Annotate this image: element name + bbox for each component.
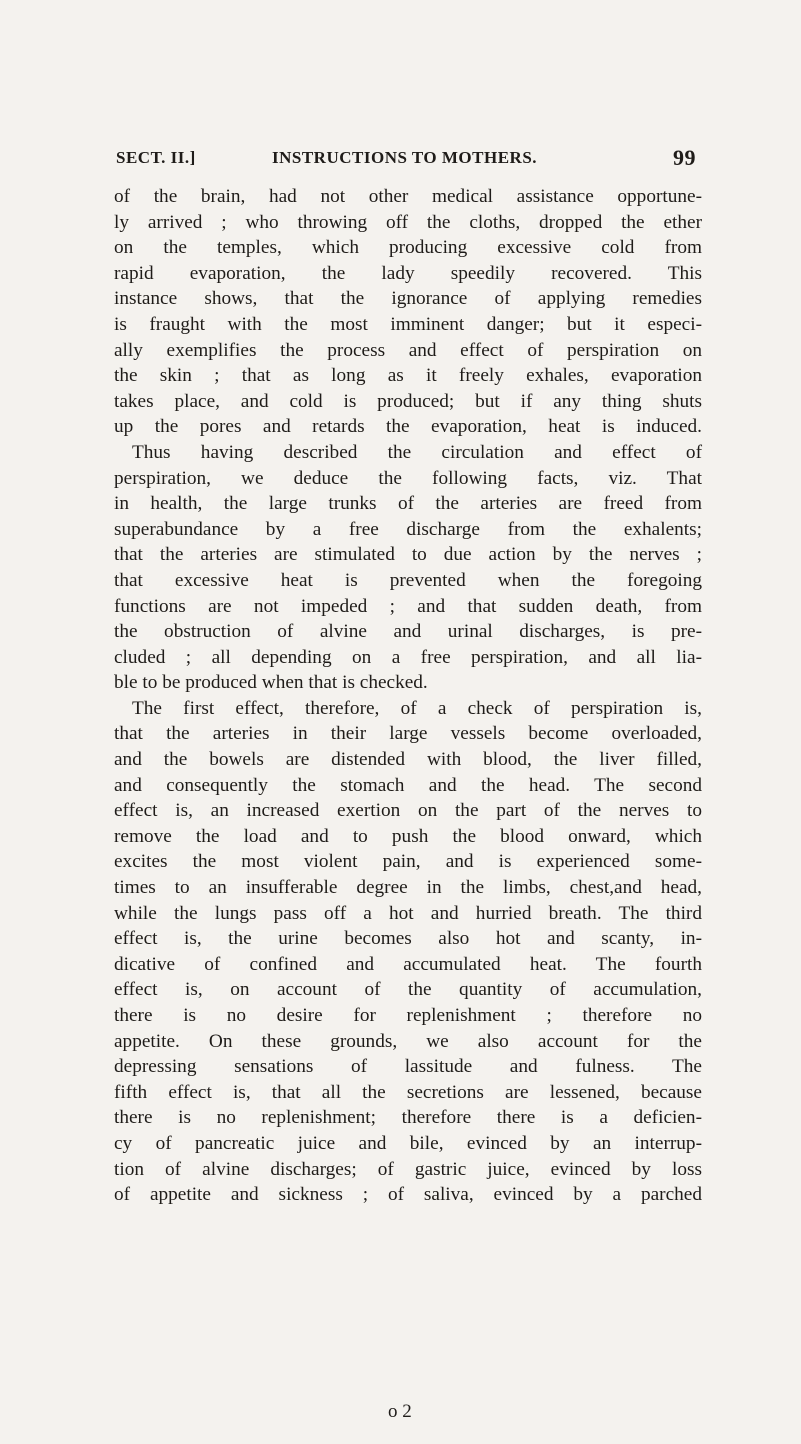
text-line: depressing sensations of lassitude and fulness. The	[114, 1056, 702, 1078]
text-line: cy of pancreatic juice and bile, evinced by an interrup-	[114, 1132, 702, 1154]
text-line: cluded ; all depending on a free perspiration, and all lia-	[114, 646, 702, 668]
page-number: 99	[673, 145, 696, 170]
text-line: The first effect, therefore, of a check of perspiration is,	[132, 697, 702, 719]
text-line: superabundance by a free discharge from the exhalents;	[114, 518, 702, 540]
text-line: up the pores and retards the evaporation, heat is induced.	[114, 416, 702, 438]
text-line: is fraught with the most imminent danger; but it especi-	[114, 313, 702, 335]
running-header	[116, 145, 696, 172]
text-line: dicative of confined and accumulated heat. The fourth	[114, 953, 702, 975]
text-line: effect is, on account of the quantity of accumulation,	[114, 979, 702, 1001]
section-label: SECT. II.]	[116, 148, 196, 167]
text-line: perspiration, we deduce the following facts, viz. That	[114, 467, 702, 489]
text-line: fifth effect is, that all the secretions are lessened, because	[114, 1081, 702, 1103]
text-line: and the bowels are distended with blood, the liver filled,	[114, 749, 702, 771]
text-line: takes place, and cold is produced; but if any thing shuts	[114, 390, 702, 412]
text-line: Thus having described the circulation and effect of	[132, 441, 702, 463]
text-line: there is no replenishment; therefore there is a deficien-	[114, 1107, 702, 1129]
text-line: while the lungs pass off a hot and hurried breath. The third	[114, 902, 702, 924]
text-line: ble to be produced when that is checked.	[114, 672, 428, 694]
text-line: instance shows, that the ignorance of applying remedies	[114, 288, 702, 310]
text-line: there is no desire for replenishment ; therefore no	[114, 1005, 702, 1026]
text-line: the obstruction of alvine and urinal discharges, is pre-	[114, 621, 702, 643]
text-line: rapid evaporation, the lady speedily recovered. This	[114, 262, 702, 284]
body-text	[114, 184, 702, 1208]
text-line: ly arrived ; who throwing off the cloths, dropped the ether	[114, 211, 702, 233]
text-line: effect is, the urine becomes also hot and scanty, in-	[114, 928, 702, 950]
text-line: functions are not impeded ; and that sudden death, from	[114, 595, 702, 617]
text-line: tion of alvine discharges; of gastric juice, evinced by loss	[114, 1158, 702, 1180]
text-line: that the arteries are stimulated to due action by the nerves ;	[114, 544, 702, 566]
text-line: excites the most violent pain, and is experienced some-	[114, 851, 702, 873]
text-line: of appetite and sickness ; of saliva, evinced by a parched	[114, 1184, 702, 1206]
signature-mark: o 2	[388, 1401, 412, 1422]
text-line: that the arteries in their large vessels become overloaded,	[114, 723, 702, 745]
text-line: the skin ; that as long as it freely exhales, evaporation	[114, 365, 702, 387]
text-line: appetite. On these grounds, we also account for the	[114, 1030, 702, 1052]
text-line: remove the load and to push the blood onward, which	[114, 825, 702, 847]
text-line: on the temples, which producing excessive cold from	[114, 237, 702, 259]
text-line: that excessive heat is prevented when the foregoing	[114, 569, 702, 591]
text-line: times to an insufferable degree in the limbs, chest,and head,	[114, 877, 702, 899]
text-line: effect is, an increased exertion on the part of the nerves to	[114, 800, 702, 822]
text-line: of the brain, had not other medical assistance opportune-	[114, 186, 702, 207]
text-line: and consequently the stomach and the head. The second	[114, 774, 702, 796]
text-line: ally exemplifies the process and effect of perspiration on	[114, 339, 702, 361]
text-line: in health, the large trunks of the arteries are freed from	[114, 493, 702, 515]
running-title: INSTRUCTIONS TO MOTHERS.	[272, 148, 538, 167]
